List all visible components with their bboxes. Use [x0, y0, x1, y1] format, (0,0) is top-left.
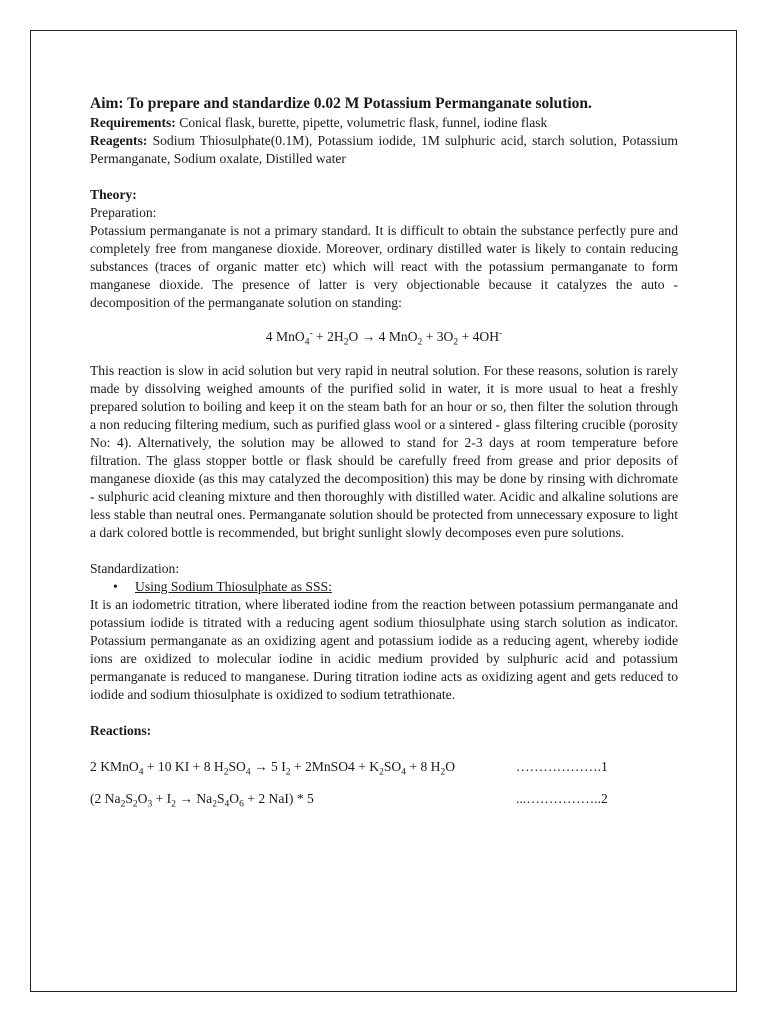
eq-sub: 2	[379, 767, 384, 778]
eq-part: + 4OH	[458, 329, 500, 344]
eq-sup: -	[309, 328, 313, 339]
reaction-2-number: ...……………..2	[516, 791, 608, 806]
eq-sub: 2	[223, 767, 229, 778]
eq-sub: 2	[343, 337, 349, 348]
eq-part: 2 KMnO	[90, 759, 139, 774]
aim-heading: Aim: To prepare and standardize 0.02 M Potassium Permanganate solution.	[90, 95, 592, 112]
eq-sub: 2	[285, 767, 291, 778]
eq-part: → Na	[175, 791, 213, 806]
eq-sub: 4	[138, 767, 144, 778]
eq-sub: 2	[171, 799, 176, 810]
reagents-text: Sodium Thiosulphate(0.1M), Potassium iodide, 1M sulphuric acid, starch solution, Potassium Permanganate, Sodium oxalate, Distilled water	[90, 133, 678, 166]
eq-part: SO	[228, 759, 246, 774]
reaction-2-equation	[90, 790, 314, 808]
eq-sub: 2	[417, 337, 423, 348]
bullet-marker: •	[113, 579, 118, 594]
eq-part: + 2MnSO4 + K	[290, 759, 380, 774]
eq-part: O	[445, 759, 456, 774]
eq-sub: 2	[212, 799, 217, 810]
requirements-line	[90, 114, 678, 132]
eq-part: → 5 I	[250, 759, 286, 774]
eq-part: + 2 NaI) * 5	[243, 791, 314, 806]
eq-part: (2 Na	[90, 791, 121, 806]
eq-sub: 4	[304, 337, 310, 348]
eq-part: + 10 KI + 8 H	[143, 759, 224, 774]
document-body	[90, 94, 678, 808]
standardization-label: Standardization:	[90, 561, 180, 576]
eq-part: SO	[383, 759, 402, 774]
eq-sub: 2	[132, 799, 138, 810]
eq-part: + 2H	[312, 329, 344, 344]
reaction-1-equation	[90, 758, 455, 776]
reaction-2	[90, 790, 678, 808]
eq-sub: 2	[453, 337, 459, 348]
eq-sub: 6	[239, 799, 244, 810]
eq-sub: 2	[440, 767, 446, 778]
eq-part: + 8 H	[406, 759, 441, 774]
decomposition-equation	[90, 328, 678, 346]
reagents-line	[90, 132, 678, 168]
eq-sub: 4	[224, 799, 230, 810]
theory-paragraph-1: Potassium permanganate is not a primary standard. It is difficult to obtain the substance perfectly pure and completely free from manganese dioxide. Moreover, ordinary distilled water is likely to contain reducing substances (traces of organic matter etc) which will react with the potassium permanganate to form manganese dioxide. The presence of latter is very objectionable because it catalyzes the auto - decomposition of the permanganate solution on standing:	[90, 223, 678, 310]
theory-paragraph-2: This reaction is slow in acid solution but very rapid in neutral solution. For these reasons, solution is rarely made by dissolving weighed amounts of the purified solid in water, it is more usual to heat a freshly prepared solution to boiling and keep it on the steam bath for an hour or so, then filter the solution through a non reducing filtering medium, such as purified glass wool or a sintered - glass filtering crucible (porosity No: 4). Alternatively, the solution may be allowed to stand for 2-3 days at room temperature before filtration. The glass stopper bottle or flask should be carefully freed from grease and prior deposits of manganese dioxide (as this may catalyzed the decomposition) this may be done by rinsing with dichromate - sulphuric acid cleaning mixture and then thoroughly with distilled water. Acidic and alkaline solutions are less stable than neutral ones. Permanganate solution should be protected from unnecessary exposure to light a dark colored bottle is recommended, but bright sunlight slowly decomposes even pure solutions.	[90, 363, 678, 540]
reactions-heading: Reactions:	[90, 723, 152, 738]
bullet-text: Using Sodium Thiosulphate as SSS:	[135, 579, 332, 594]
eq-part: O	[137, 791, 148, 806]
eq-sub: 3	[147, 799, 153, 810]
eq-part: 4 MnO	[265, 329, 305, 344]
eq-sub: 2	[120, 799, 126, 810]
eq-sub: 4	[245, 767, 251, 778]
requirements-label: Requirements:	[90, 115, 176, 130]
reaction-1	[90, 758, 678, 776]
eq-part: S	[125, 791, 133, 806]
preparation-label: Preparation:	[90, 205, 157, 220]
eq-part: S	[216, 791, 225, 806]
eq-sup: -	[499, 328, 503, 339]
requirements-text: Conical flask, burette, pipette, volumetric flask, funnel, iodine flask	[179, 115, 548, 130]
reaction-1-number: ……………….1	[516, 759, 608, 774]
reagents-label: Reagents:	[90, 133, 148, 148]
eq-part: O	[229, 791, 240, 806]
eq-part: O → 4 MnO	[348, 329, 418, 344]
standardization-paragraph: It is an iodometric titration, where liberated iodine from the reaction between potassium permanganate and potassium iodide is titrated with a reducing agent sodium thiosulphate using starch solution as indicator. Potassium permanganate as an oxidizing agent and potassium iodide as a reducing agent, whereby iodide ions are oxidized to molecular iodine in acidic medium provided by sulphuric acid and potassium permanganate is reduced to manganese. During titration iodine acts as oxidizing agent and gets reduced to iodide and sodium thiosulphate is oxidized to sodium tetrathionate.	[90, 597, 678, 702]
eq-part: + 3O	[422, 329, 454, 344]
theory-heading: Theory:	[90, 187, 137, 202]
eq-sub: 4	[401, 767, 407, 778]
eq-part: + I	[152, 791, 172, 806]
standardization-bullet-item	[90, 578, 678, 596]
